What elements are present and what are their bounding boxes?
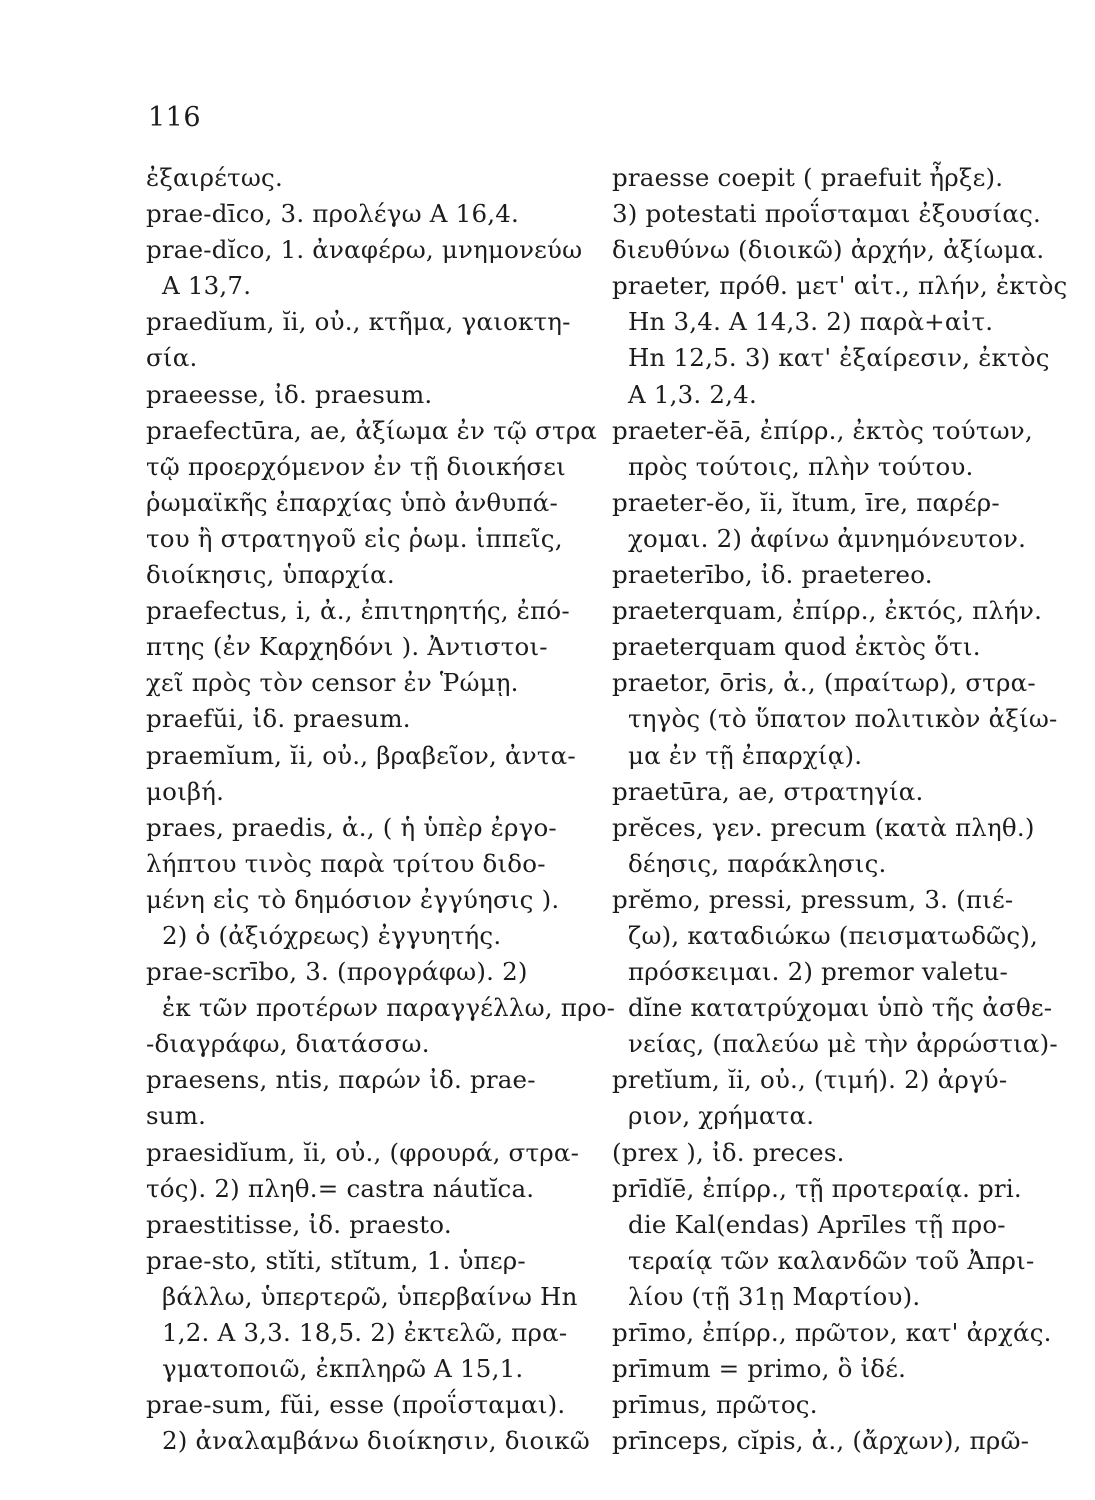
entry-line: -διαγράφω, διατάσσω. [146, 1029, 430, 1059]
entry-line: λήπτου τινὸς παρὰ τρίτου διδο- [146, 848, 546, 878]
entry-line: prīnceps, cĭpis, ἀ., (ἄρχων), πρῶ- [612, 1426, 1030, 1456]
page-number: 116 [148, 102, 202, 133]
entry-line: praeter-ĕā, ἐπίρρ., ἐκτὸς τούτων, [612, 415, 1033, 445]
left-column [146, 160, 616, 1459]
entry-line: prĕces, γεν. precum (κατὰ πληθ.) [612, 812, 1035, 842]
entry-line: prae-sto, stĭti, stĭtum, 1. ὑπερ- [146, 1245, 526, 1275]
entry-line: βάλλω, ὑπερτερῶ, ὑπερβαίνω Hn [146, 1281, 578, 1311]
entry-line: prīmus, πρῶτος. [612, 1390, 818, 1420]
entry-line: 3) potestati προΐσταμαι ἐξουσίας. [612, 199, 1042, 229]
entry-line: praesse coepit ( praefuit ἦρξε). [612, 163, 1004, 192]
entry-line: ζω), καταδιώκω (πεισματωδῶς), [612, 920, 1039, 950]
entry-line: praefectūra, ae, ἀξίωμα ἐν τῷ στρα [146, 415, 598, 445]
entry-line: διευθύνω (διοικῶ) ἀρχήν, ἀξίωμα. [612, 235, 1045, 265]
entry-line: 2) ἀναλαμβάνω διοίκησιν, διοικῶ [146, 1426, 590, 1456]
entry-line: λίου (τῇ 31ῃ Μαρτίου). [612, 1281, 921, 1311]
entry-line: μα ἐν τῇ ἐπαρχίᾳ). [612, 740, 863, 770]
entry-line: του ἢ στρατηγοῦ εἰς ῥωμ. ἱππεῖς, [146, 523, 563, 553]
entry-line: (prex ), ἰδ. preces. [612, 1137, 845, 1167]
entry-line: die Kal(endas) Aprīles τῇ προ- [612, 1209, 1006, 1239]
entry-line: διοίκησις, ὑπαρχία. [146, 560, 395, 590]
entry-line: prīdĭē, ἐπίρρ., τῇ προτεραίᾳ. pri. [612, 1173, 1022, 1203]
entry-line: 2) ὁ (ἀξιόχρεως) ἐγγυητής. [146, 920, 502, 950]
entry-line: sum. [146, 1101, 207, 1131]
entry-line: Α 13,7. [146, 271, 252, 301]
entry-line: χομαι. 2) ἀφίνω ἀμνημόνευτον. [612, 523, 1027, 553]
entry-line: praeterībo, ἰδ. praetereo. [612, 560, 933, 590]
entry-line: 1,2. A 3,3. 18,5. 2) ἐκτελῶ, πρα- [146, 1318, 568, 1347]
entry-line: praes, praedis, ἀ., ( ἡ ὑπὲρ ἐργο- [146, 812, 557, 842]
entry-line: τεραίᾳ τῶν καλανδῶν τοῦ Ἀπρι- [612, 1245, 1035, 1275]
entry-line: prae-sum, fŭi, esse (προΐσταμαι). [146, 1390, 566, 1420]
entry-line: praeterquam, ἐπίρρ., ἐκτός, πλήν. [612, 596, 1043, 626]
entry-line: praetūra, ae, στρατηγία. [612, 776, 924, 806]
entry-line: praetor, ōris, ἀ., (πραίτωρ), στρα- [612, 668, 1036, 698]
entry-line: τηγὸς (τὸ ὕπατον πολιτικὸν ἀξίω- [612, 704, 1058, 734]
entry-line: δέησις, παράκλησις. [612, 848, 887, 878]
entry-line: μένη εἰς τὸ δημόσιον ἐγγύησις ). [146, 884, 560, 914]
entry-line: praemĭum, ĭi, οὐ., βραβεῖον, ἀντα- [146, 740, 576, 770]
entry-line: ῥωμαϊκῆς ἐπαρχίας ὑπὸ ἀνθυπά- [146, 487, 558, 517]
entry-line: prĕmo, pressi, pressum, 3. (πιέ- [612, 884, 1014, 914]
entry-line: τῷ προερχόμενον ἐν τῇ διοικήσει [146, 451, 566, 481]
entry-line: praeesse, ἰδ. praesum. [146, 379, 433, 409]
entry-line: ριον, χρήματα. [612, 1101, 815, 1131]
entry-line: ἐξαιρέτως. [146, 163, 283, 192]
entry-line: prae-dīco, 3. προλέγω Α 16,4. [146, 199, 520, 229]
entry-line: πρόσκειμαι. 2) premor valetu- [612, 957, 1009, 987]
right-column [612, 160, 1068, 1459]
entry-line: praesens, ntis, παρών ἰδ. prae- [146, 1065, 536, 1095]
entry-line: praedĭum, ĭi, οὐ., κτῆμα, γαιοκτη- [146, 307, 571, 337]
entry-line: prīmo, ἐπίρρ., πρῶτον, κατ' ἀρχάς. [612, 1318, 1052, 1347]
entry-line: σία. [146, 343, 198, 373]
entry-line: prīmum = primo, ὃ ἰδέ. [612, 1354, 907, 1384]
entry-line: praesidĭum, ĭi, οὐ., (φρουρά, στρα- [146, 1137, 580, 1167]
entry-line: praestitisse, ἰδ. praesto. [146, 1209, 452, 1239]
entry-line: praeter, πρόθ. μετ' αἰτ., πλήν, ἐκτὸς [612, 271, 1068, 301]
entry-line: praefŭi, ἰδ. praesum. [146, 704, 411, 734]
entry-line: ἐκ τῶν προτέρων παραγγέλλω, προ- [146, 993, 616, 1023]
entry-line: νείας, (παλεύω μὲ τὴν ἀρρώστια)- [612, 1029, 1058, 1059]
entry-line: τός). 2) πληθ.= castra náutĭca. [146, 1173, 535, 1203]
entry-line: χεῖ πρὸς τὸν censor ἐν Ῥώμῃ. [146, 668, 519, 698]
entry-line: μοιβή. [146, 776, 225, 806]
entry-line: Hn 3,4. A 14,3. 2) παρὰ+αἰτ. [612, 307, 994, 337]
entry-line: praeterquam quod ἐκτὸς ὅτι. [612, 632, 981, 662]
entry-line: Hn 12,5. 3) κατ' ἐξαίρεσιν, ἐκτὸς [612, 343, 1050, 373]
entry-line: pretĭum, ĭi, οὐ., (τιμή). 2) ἀργύ- [612, 1065, 1008, 1095]
entry-line: γματοποιῶ, ἐκπληρῶ Α 15,1. [146, 1354, 524, 1384]
entry-line: praefectus, i, ἀ., ἐπιτηρητής, ἐπό- [146, 596, 570, 626]
entry-line: prae-dĭco, 1. ἀναφέρω, μνημονεύω [146, 235, 583, 265]
entry-line: πρὸς τούτοις, πλὴν τούτου. [612, 451, 974, 481]
entry-line: dĭne κατατρύχομαι ὑπὸ τῆς ἀσθε- [612, 993, 1053, 1023]
entry-line: πτης (ἐν Καρχηδόνι ). Ἀντιστοι- [146, 632, 548, 662]
entry-line: prae-scrībo, 3. (προγράφω). 2) [146, 957, 528, 987]
entry-line: A 1,3. 2,4. [612, 379, 757, 409]
entry-line: praeter-ĕo, ĭi, ĭtum, īre, παρέρ- [612, 487, 1000, 517]
